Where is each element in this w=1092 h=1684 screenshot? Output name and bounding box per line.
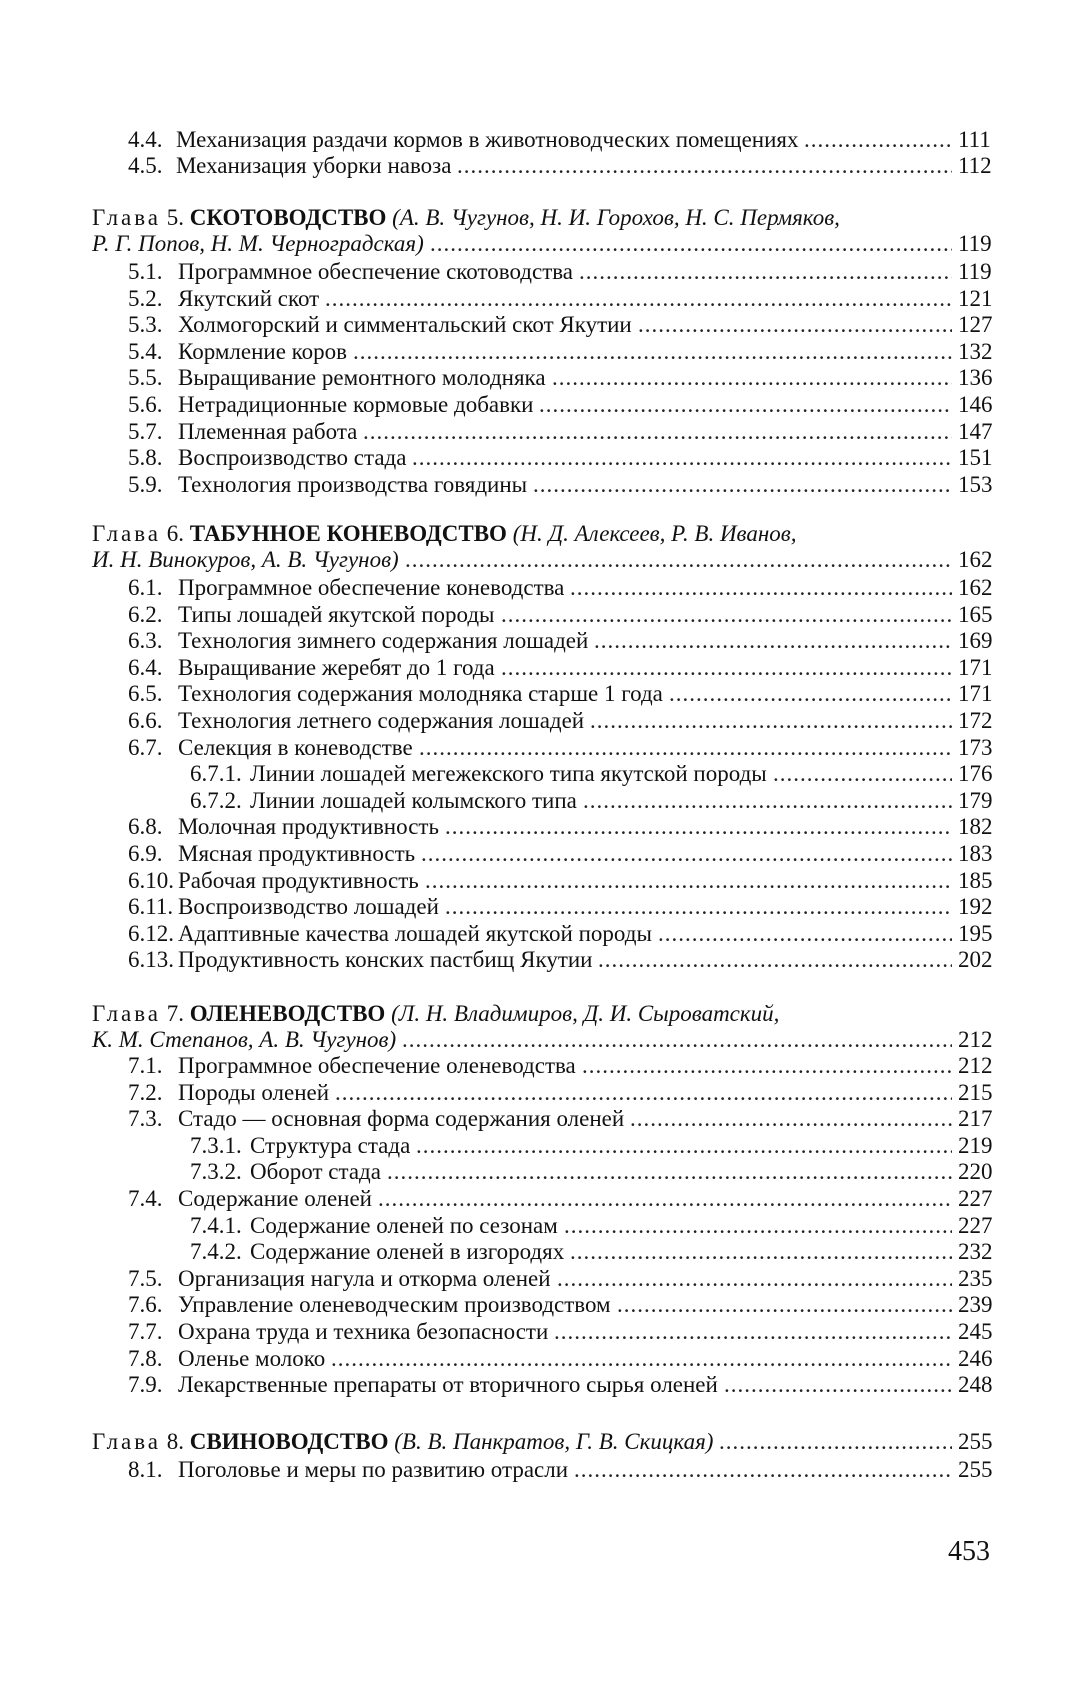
dot-leader [405,546,952,574]
entry-number: 7.6. [128,1292,163,1318]
chapter-word: Глава [92,205,162,230]
entry-number: 6.7. [128,734,163,760]
entry-page: 212 [958,1053,993,1078]
entry-page: 146 [958,392,993,417]
dot-leader [669,680,952,708]
entry-title: Содержание оленей по сезонам [250,1212,558,1238]
entry-page: 219 [958,1132,993,1158]
entry-page: 227 [958,1186,993,1211]
dot-leader [579,258,952,286]
dot-leader [419,734,952,762]
dot-leader [773,760,952,788]
entry-number: 5.7. [128,418,163,444]
dot-leader [638,311,952,339]
entry-number: 7.4.1. [190,1212,242,1238]
chapter-number: 7. [166,1001,185,1026]
entry-page: 182 [958,814,993,840]
entry-number: 7.1. [128,1053,163,1078]
dot-leader [416,1132,952,1160]
entry-title: Кормление коров [178,338,348,364]
chapter-title: ТАБУННОЕ КОНЕВОДСТВО [189,521,507,546]
entry-number: 6.7.2. [190,787,242,813]
entry-page: 165 [958,601,993,627]
entry-number: 7.9. [128,1372,163,1398]
entry-page: 172 [958,708,993,733]
entry-page: 202 [958,947,993,973]
dot-leader [335,1079,952,1107]
entry-title: Содержание оленей [178,1186,372,1211]
dot-leader [387,1158,952,1186]
dot-leader [570,1238,952,1266]
entry-title: Выращивание жеребят до 1 года [178,654,495,680]
dot-leader [804,126,952,154]
entry-page: 153 [958,471,993,497]
entry-number: 6.7.1. [190,761,242,787]
entry-title: Программное обеспечение коневодства [178,575,565,600]
dot-leader [325,285,952,313]
entry-number: 4.4. [128,127,163,152]
entry-number: 6.3. [128,628,163,654]
entry-number: 5.5. [128,365,163,391]
chapter-title: ОЛЕНЕВОДСТВО [189,1001,386,1026]
entry-page: 112 [958,153,992,178]
dot-leader [421,840,952,868]
entry-number: 7.3.2. [190,1159,242,1185]
entry-title: Селекция в коневодстве [178,734,413,760]
entry-number: 6.1. [128,575,163,600]
chapter-page: 212 [958,1027,993,1052]
dot-leader [445,813,952,841]
entry-number: 7.3.1. [190,1132,242,1158]
entry-title: Выращивание ремонтного молодняка [178,365,546,391]
entry-page: 179 [958,787,993,813]
entry-number: 6.11. [128,894,174,920]
entry-number: 5.6. [128,392,163,417]
entry-number: 6.8. [128,814,163,840]
entry-title: Технология содержания молодняка старше 1 года [178,681,663,707]
entry-title: Мясная продуктивность [178,841,416,866]
entry-page: 248 [958,1372,993,1398]
dot-leader [552,364,952,392]
entry-title: Структура стада [250,1132,411,1158]
dot-leader [630,1105,952,1133]
entry-title: Технология производства говядины [178,471,528,497]
entry-title: Оборот стада [250,1159,381,1185]
entry-page: 192 [958,894,993,920]
entry-number: 5.4. [128,338,163,364]
entry-title: Холмогорский и симментальский скот Якутии [178,312,632,338]
dot-leader [564,1212,952,1240]
dot-leader [554,1318,952,1346]
entry-page: 151 [958,445,993,471]
dot-leader [583,787,952,815]
entry-title: Нетрадиционные кормовые добавки [178,392,534,417]
entry-title: Породы оленей [178,1079,330,1105]
entry-title: Механизация раздачи кормов в животноводческих помещениях [176,127,799,152]
entry-number: 5.2. [128,285,163,311]
dot-leader [378,1185,952,1213]
dot-leader [574,1456,952,1484]
dot-leader [658,920,952,948]
entry-title: Адаптивные качества лошадей якутской породы [178,920,652,946]
entry-number: 7.2. [128,1079,163,1105]
entry-page: 127 [958,312,993,338]
dot-leader [445,893,952,921]
dot-leader [598,946,952,974]
dot-leader [590,707,952,735]
entry-title: Организация нагула и откорма оленей [178,1265,551,1291]
entry-page: 185 [958,867,993,893]
entry-page: 255 [958,1457,993,1482]
entry-page: 232 [958,1239,993,1265]
entry-title: Стадо — основная форма содержания оленей [178,1106,625,1132]
entry-page: 227 [958,1212,993,1238]
entry-title: Программное обеспечение скотоводства [178,259,574,284]
dot-leader [501,654,952,682]
chapter-title: СВИНОВОДСТВО [189,1429,389,1454]
chapter-number: 6. [166,521,185,546]
entry-number: 6.2. [128,601,163,627]
entry-page: 235 [958,1265,993,1291]
entry-number: 7.8. [128,1345,163,1371]
entry-number: 6.12. [128,920,174,946]
chapter-page: 162 [958,547,993,572]
dot-leader [501,601,952,629]
entry-title: Содержание оленей в изгородях [250,1239,565,1265]
entry-number: 5.9. [128,471,163,497]
entry-title: Поголовье и меры по развитию отрасли [178,1457,569,1482]
page-number: 453 [948,1536,990,1567]
entry-title: Управление оленеводческим производством [178,1292,611,1318]
entry-title: Племенная работа [178,418,358,444]
entry-number: 7.4.2. [190,1239,242,1265]
dot-leader [719,1428,952,1456]
entry-title: Лекарственные препараты от вторичного сырья оленей [178,1372,718,1398]
chapter-authors: Р. Г. Попов, Н. М. Черноградская) [92,231,424,256]
dot-leader [331,1345,952,1373]
chapter-number: 5. [166,205,185,230]
entry-number: 5.3. [128,312,163,338]
entry-page: 176 [958,761,993,787]
entry-page: 136 [958,365,993,391]
chapter-authors: (Л. Н. Владимиров, Д. И. Сыроватский, [391,1001,780,1026]
chapter-word: Глава [92,1001,162,1026]
entry-page: 147 [958,418,993,444]
entry-number: 7.7. [128,1319,163,1344]
entry-page: 171 [958,681,993,707]
dot-leader [617,1291,952,1319]
entry-page: 217 [958,1106,993,1132]
chapter-page: 119 [958,231,992,256]
entry-number: 6.13. [128,947,174,973]
chapter-authors: К. М. Степанов, А. В. Чугунов) [92,1027,397,1052]
entry-title: Продуктивность конских пастбищ Якутии [178,947,593,973]
entry-number: 6.6. [128,708,163,733]
dot-leader [594,627,952,655]
entry-title: Программное обеспечение оленеводства [178,1053,576,1078]
dot-leader [557,1265,952,1293]
entry-page: 239 [958,1292,993,1318]
entry-title: Якутский скот [178,285,320,311]
entry-page: 171 [958,654,993,680]
entry-title: Механизация уборки навоза [176,153,452,178]
chapter-number: 8. [166,1429,185,1454]
entry-page: 121 [958,285,993,311]
entry-title: Оленье молоко [178,1345,326,1371]
entry-page: 132 [958,338,993,364]
entry-number: 6.10. [128,867,174,893]
entry-title: Охрана труда и техника безопасности [178,1319,549,1344]
chapter-authors: (В. В. Панкратов, Г. В. Скицкая) [394,1429,714,1454]
entry-title: Линии лошадей колымского типа [250,787,577,813]
entry-title: Линии лошадей мегежекского типа якутской породы [250,761,767,787]
entry-title: Технология летнего содержания лошадей [178,708,585,733]
dot-leader [570,574,952,602]
chapter-authors: И. Н. Винокуров, А. В. Чугунов) [92,547,399,572]
entry-number: 8.1. [128,1457,163,1482]
chapter-title: СКОТОВОДСТВО [189,205,387,230]
entry-number: 7.5. [128,1265,163,1291]
dot-leader [457,152,952,180]
entry-number: 7.3. [128,1106,163,1132]
entry-page: 119 [958,259,992,284]
dot-leader [539,391,952,419]
chapter-authors: (А. В. Чугунов, Н. И. Горохов, Н. С. Пермяков, [392,205,840,230]
entry-page: 195 [958,920,993,946]
dot-leader [363,418,952,446]
entry-number: 6.5. [128,681,163,707]
entry-number: 6.9. [128,841,163,866]
entry-page: 111 [958,127,991,152]
entry-page: 183 [958,841,993,866]
entry-page: 162 [958,575,993,600]
entry-title: Типы лошадей якутской породы [178,601,495,627]
chapter-page: 255 [958,1429,993,1454]
chapter-authors: (Н. Д. Алексеев, Р. В. Иванов, [512,521,797,546]
entry-number: 4.5. [128,153,163,178]
entry-title: Воспроизводство лошадей [178,894,439,920]
entry-page: 173 [958,734,993,760]
entry-number: 5.1. [128,259,163,284]
entry-title: Воспроизводство стада [178,445,407,471]
entry-number: 5.8. [128,445,163,471]
dot-leader [582,1052,952,1080]
dot-leader [353,338,952,366]
dot-leader [724,1371,952,1399]
entry-title: Молочная продуктивность [178,814,439,840]
entry-number: 7.4. [128,1186,163,1211]
chapter-word: Глава [92,1429,162,1454]
entry-page: 220 [958,1159,993,1185]
dot-leader [402,1026,952,1054]
entry-page: 246 [958,1345,993,1371]
entry-title: Рабочая продуктивность [178,867,419,893]
entry-page: 169 [958,628,993,654]
dot-leader [412,444,952,472]
entry-page: 215 [958,1079,993,1105]
dot-leader [425,867,952,895]
dot-leader [533,471,952,499]
dot-leader [430,230,952,258]
entry-page: 245 [958,1319,993,1344]
chapter-word: Глава [92,521,162,546]
entry-title: Технология зимнего содержания лошадей [178,628,589,654]
entry-number: 6.4. [128,654,163,680]
